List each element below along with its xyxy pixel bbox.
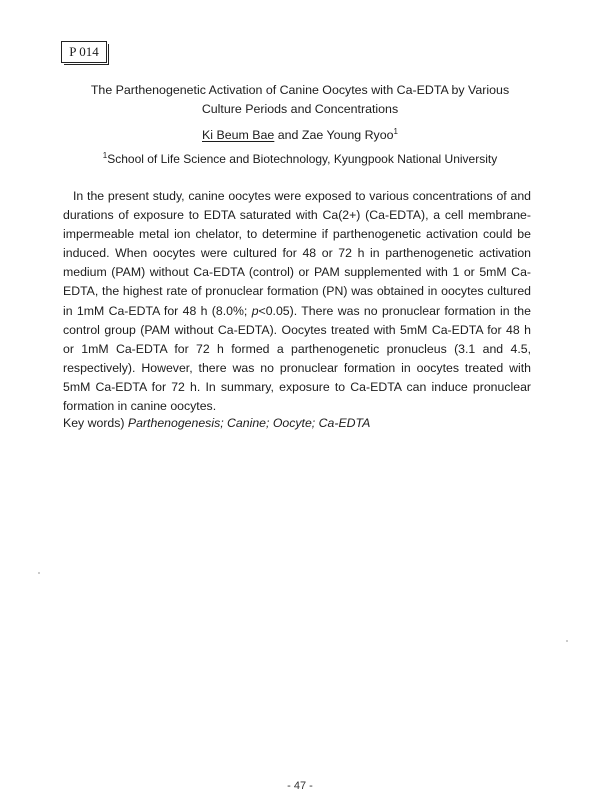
co-author: Zae Young Ryoo [301,128,394,142]
keywords-label: Key words) [63,416,128,430]
affiliation-text: School of Life Science and Biotechnology, Kyungpook National University [107,152,498,166]
poster-code: P 014 [69,44,99,59]
scan-speck [38,572,40,574]
title-line-2: Culture Periods and Concentrations [201,102,399,116]
scan-speck [566,640,568,642]
presenting-author: Ki Beum Bae [202,128,275,142]
affiliation-mark: 1 [102,151,108,160]
title-line-1: The Parthenogenetic Activation of Canine Oocytes with Ca-EDTA by Various [90,83,510,97]
p-value-symbol: p [251,303,259,318]
page-number: - 47 - [287,780,313,792]
paper-title [60,81,540,119]
abstract-body [63,187,531,416]
poster-code-box [61,41,107,63]
keywords-terms: Parthenogenesis; Canine; Oocyte; Ca-EDTA [127,416,371,430]
affiliation [60,151,540,168]
author-connector: and [274,128,302,142]
abstract-text-part-2: <0.05). There was no pronuclear formation in the control group (PAM without Ca-EDTA). Oocytes treated with 5mM Ca-EDTA for 48 h or 1mM Ca-EDTA for 72 h formed a parthenogenetic pronucleus (3.1 and 4.5, respectively). However, there was no pronuclear formation in oocytes treated with 5mM Ca-EDTA for 72 h. In summary, exposure to Ca-EDTA can induce pronuclear formation in canine oocytes. [63,303,531,414]
co-author-affiliation-mark: 1 [393,126,398,136]
abstract-text-part-1: In the present study, canine oocytes were exposed to various concentrations of and durations of exposure to EDTA saturated with Ca(2+) (Ca-EDTA), a cell membrane-impermeable metal ion chelator, to determine if parthenogenetic activation could be induced. When oocytes were cultured for 48 or 72 h in parthenogenetic activation medium (PAM) without Ca-EDTA (control) or PAM supplemented with 1 or 5mM Ca-EDTA, the highest rate of pronuclear formation (PN) was obtained in oocytes cultured in 1mM Ca-EDTA for 48 h (8.0%; [63,189,531,318]
author-list [60,127,540,144]
keywords [63,414,370,432]
